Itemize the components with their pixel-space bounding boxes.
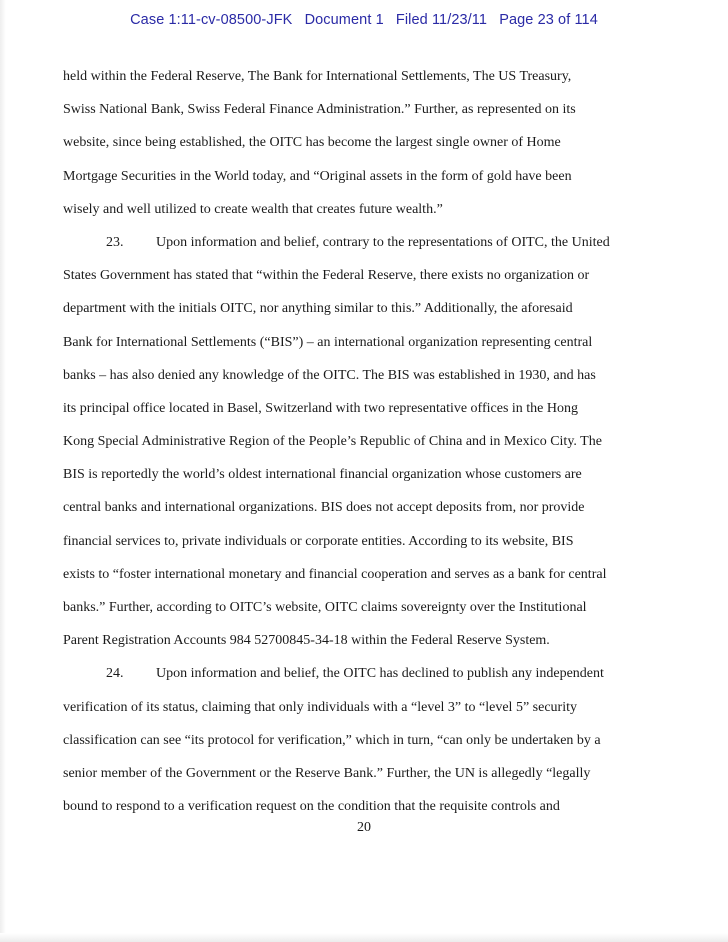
paragraph-23-first-line	[63, 226, 678, 259]
scan-edge-bottom	[0, 933, 728, 942]
text-line: bound to respond to a verification request on the condition that the requisite controls and	[63, 799, 560, 815]
text-line: Kong Special Administrative Region of the People’s Republic of China and in Mexico City. The	[63, 434, 602, 450]
text-line: BIS is reportedly the world’s oldest international financial organization whose customers are	[63, 467, 582, 483]
text-line: exists to “foster international monetary and financial cooperation and serves as a bank for central	[63, 566, 607, 582]
page-count: Page 23 of 114	[499, 12, 598, 28]
paragraph-number-23: 23.	[106, 234, 124, 250]
document-body	[63, 60, 678, 823]
text-line: banks.” Further, according to OITC’s website, OITC claims sovereignty over the Institutional	[63, 600, 587, 615]
text-line: wisely and well utilized to create wealth that creates future wealth.”	[63, 201, 443, 217]
text-line: States Government has stated that “within the Federal Reserve, there exists no organization or	[63, 268, 590, 284]
text-line: Swiss National Bank, Swiss Federal Finance Administration.” Further, as represented on its	[63, 102, 576, 118]
document-number: Document 1	[304, 12, 384, 28]
text-line: senior member of the Government or the Reserve Bank.” Further, the UN is allegedly “legally	[63, 765, 591, 781]
text-line: held within the Federal Reserve, The Bank for International Settlements, The US Treasury,	[63, 69, 572, 84]
text-line: its principal office located in Basel, Switzerland with two representative offices in the Hong	[63, 400, 578, 416]
filed-date: Filed 11/23/11	[395, 12, 488, 28]
text-line: verification of its status, claiming that only individuals with a “level 3” to “level 5” security	[63, 699, 577, 715]
text-line: Parent Registration Accounts 984 52700845-34-18 within the Federal Reserve System.	[63, 633, 550, 649]
text-line: classification can see “its protocol for verification,” which in turn, “can only be undertaken by a	[63, 732, 601, 748]
paragraph-number-24: 24.	[106, 666, 124, 682]
text-line: financial services to, private individuals or corporate entities. According to its website, BIS	[63, 533, 574, 549]
court-filing-header	[0, 12, 728, 28]
text-line: Upon information and belief, contrary to the representations of OITC, the United	[156, 234, 610, 250]
text-line: Upon information and belief, the OITC has declined to publish any independent	[156, 666, 604, 682]
text-line: department with the initials OITC, nor anything similar to this.” Additionally, the aforesaid	[63, 301, 573, 317]
text-line: banks – has also denied any knowledge of the OITC. The BIS was established in 1930, and has	[63, 367, 596, 383]
paragraph-24-first-line	[63, 657, 678, 690]
scan-edge-left	[0, 0, 6, 942]
text-line: central banks and international organizations. BIS does not accept deposits from, nor provide	[63, 500, 585, 516]
text-line: Bank for International Settlements (“BIS”) – an international organization representing central	[63, 334, 593, 350]
case-number: Case 1:11-cv-08500-JFK	[130, 12, 293, 28]
text-line: Mortgage Securities in the World today, and “Original assets in the form of gold have been	[63, 168, 572, 184]
text-line: website, since being established, the OITC has become the largest single owner of Home	[63, 135, 561, 151]
page-number: 20	[357, 820, 371, 835]
